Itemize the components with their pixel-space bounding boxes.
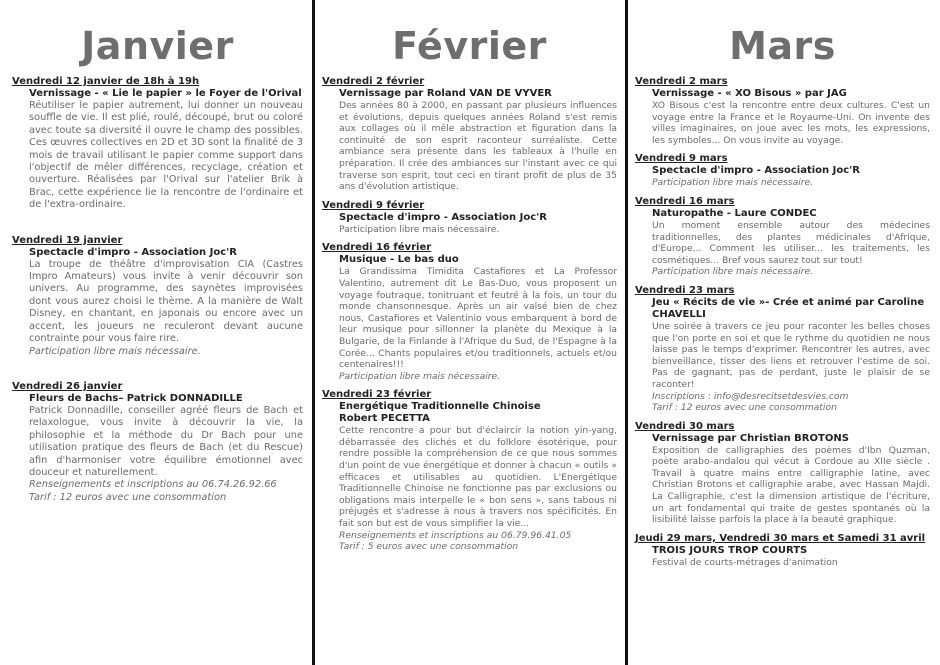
event-title: Vernissage par Roland VAN DE VYVER <box>339 88 552 99</box>
event-item <box>635 196 930 278</box>
event-description: Festival de courts-métrages d'animation <box>652 556 838 568</box>
event-description: Participation libre mais nécessaire. <box>339 223 500 235</box>
event-title: Spectacle d'impro - Association Joc'R <box>339 211 547 223</box>
event-description: Un moment ensemble autour des médecines traditionnelles, des plantes médicinales d'Afrique, d'Europe... Comment les utiliser... les traitements, les cosmétiques... Bref vous saurez tout sur tout! <box>652 219 930 266</box>
event-title: Spectacle d'impro - Association Joc'R <box>29 246 237 258</box>
event-note: Participation libre mais nécessaire. <box>339 370 501 382</box>
event-note: Renseignements et inscriptions au 06.79.96.41.05 <box>339 529 572 541</box>
month-title-fevrier: Février <box>392 24 547 68</box>
event-item <box>322 389 617 553</box>
event-description: Une soirée à travers ce jeu pour raconter les belles choses que l'on porte en soi et que le rythme du quotidien ne nous laisse pas le temps d'exprimer. Rencontrer les autres, avec bienveillance, tisser des liens et retrouver l'estime de soi. Pas de gagnant, pas de perdant, juste le plaisir de se raconter! <box>652 320 930 390</box>
event-description: Patrick Donnadille, conseiller agréé fleurs de Bach et relaxologue, vous invite à découvrir la vie, la philosophie et la méthode du Dr Bach pour une utilisation pratique des fleurs de Bach (et du Rescue) afin d'harmoniser votre équilibre émotionnel avec douceur et naturellement. <box>29 404 303 478</box>
event-date: Vendredi 9 mars <box>635 153 728 165</box>
event-description: Des années 80 à 2000, en passant par plusieurs influences et évolutions, depuis quelques années Roland s'est remis aux collages où il mêle abstraction et figuration dans la continuité de son esprit raconteur surréaliste. Cette ambiance sera présente dans les tableaux à l'huile en préparation. Il crée des ambiances sur l'instant avec ce qui traverse son esprit, tout ceci en tirant profit de plus de 35 ans d'évolution artistique. <box>339 100 617 193</box>
event-item <box>12 235 303 358</box>
event-date: Vendredi 26 janvier <box>12 380 123 392</box>
event-description: Réutiliser le papier autrement, lui donner un nouveau souffle de vie. Il est plié, roulé, découpé, brut ou coloré avec toute sa diversité il ouvre le champ des possibles. Ces œuvres collectives en 2D et 3D sont la finalité de 3 mois de travail utilisant le papier comme support dans l'objectif de mêler différences, recyclage, création et ouverture. Réalisées par l'Orival sur l'atelier Brik à Brac, cette expérience lie la rencontre de l'ordinaire et de l'extra-ordinaire. <box>29 100 303 211</box>
event-price: Tarif : 12 euros avec une consommation <box>652 402 837 414</box>
event-date: Vendredi 23 mars <box>635 284 735 296</box>
event-note: Renseignements et inscriptions au 06.74.26.92.66 <box>29 479 277 491</box>
event-item <box>635 153 930 189</box>
event-note: Participation libre mais nécessaire. <box>652 266 814 278</box>
event-title: TROIS JOURS TROP COURTS <box>652 544 808 556</box>
event-date: Vendredi 19 janvier <box>12 234 123 246</box>
event-date: Vendredi 30 mars <box>635 420 735 432</box>
event-item <box>635 533 930 569</box>
event-title: Energétique Traditionnelle Chinoise <box>339 401 541 413</box>
event-date: Vendredi 16 février <box>322 242 432 254</box>
event-title: Vernissage - « Lie le papier » le Foyer de l'Orival <box>29 88 302 99</box>
event-date: Vendredi 2 février <box>322 76 425 87</box>
column-mars <box>627 0 940 665</box>
event-title: Vernissage par Christian BROTONS <box>652 432 849 444</box>
event-item <box>635 285 930 414</box>
event-description: La Grandissima Timidita Castafiores et La Professor Valentino, autrement dit Le Bas-Duo, vous proposent un voyage foutraque, tonitruant et feutré à la fois, un tour du monde chansonnesque. Après un air valsé bien de chez nous, Castafiores et Valentinio vous embarquent à bord de leur musique pour sillonner la planète du Mexique à la Bulgarie, de la Finlande à l'Afrique du Sud, de l'Espagne à la Corée... Chants populaires et/ou traditionnels, actuels et/ou centenaires!!! <box>339 266 617 371</box>
event-item <box>12 76 303 212</box>
event-item <box>635 421 930 526</box>
event-description: Exposition de calligraphies des poèmes d'Ibn Quzman, poète arabo-andalou qui vécut à Cordoue au XIIe siècle . Travail à quatre mains entre calligraphie latine, avec Christian Brotons et calligraphie arabe, avec Hassan Majdi. La Calligraphie, c'est la dimension artistique de l'écriture, un art fondamental qui traite de gestes spontanés où la lisibilité laisse parfois la place à la beauté graphique. <box>652 444 930 526</box>
event-title: Jeu « Récits de vie »- Crée et animé par Caroline CHAVELLI <box>652 296 925 320</box>
event-description: Cette rencontre a pour but d'éclaircir la notion yin-yang, débarrassée des clichés et du folklore ésotérique, pour rendre possible la compréhension de ce que nous sommes d'un point de vue énergétique et donner à chacun « outils » efficaces et utilisables au quotidien. L'Energétique Traditionnelle Chinoise ne fonctionne pas par exclusions ou obligations mais interpelle le « bon sens », sans tabous ni préjugés et s'adresse à nous à travers nos spécificités. En fait son but est de vous simplifier la vie... <box>339 425 617 530</box>
event-date: Vendredi 12 janvier de 18h à 19h <box>12 76 200 87</box>
event-description: La troupe de théâtre d'improvisation CIA (Castres Impro Amateurs) vous invite à venir découvrir son univers. Au programme, des saynètes improvisées dont vous aurez choisi le thème. A la manière de Walt Disney, en chantant, en japonais ou encore avec un accent, les joueurs ne reculeront devant aucune contrainte pour vous faire rire. <box>29 258 303 345</box>
event-description: XO Bisous c'est la rencontre entre deux cultures. C'est un voyage entre la France et le Royaume-Uni. On invente des villes imaginaires, on joue avec les mots, les expressions, les symboles... On vous invite au voyage. <box>652 100 930 146</box>
event-note: Participation libre mais nécessaire. <box>29 345 201 357</box>
event-price: Tarif : 5 euros avec une consommation <box>339 541 519 553</box>
event-title: Vernissage - « XO Bisous » par JAG <box>652 88 847 99</box>
event-item <box>635 76 930 146</box>
event-speaker: Robert PECETTA <box>339 413 430 425</box>
event-date: Jeudi 29 mars, Vendredi 30 mars et Samedi 31 avril <box>635 532 926 544</box>
event-title: Spectacle d'impro - Association Joc'R <box>652 165 860 177</box>
event-title: Naturopathe - Laure CONDEC <box>652 207 817 219</box>
event-date: Vendredi 16 mars <box>635 195 735 207</box>
event-item <box>322 200 617 236</box>
month-title-mars: Mars <box>729 24 836 68</box>
event-title: Musique - Le bas duo <box>339 254 459 266</box>
event-item <box>12 381 303 504</box>
event-date: Vendredi 23 février <box>322 389 432 401</box>
event-date: Vendredi 2 mars <box>635 76 728 87</box>
column-janvier <box>0 0 313 665</box>
event-note: Participation libre mais nécessaire. <box>652 177 814 189</box>
event-date: Vendredi 9 février <box>322 199 425 211</box>
column-fevrier <box>313 0 627 665</box>
event-item <box>322 76 617 193</box>
month-title-janvier: Janvier <box>81 24 234 68</box>
event-contact: Inscriptions : info@desrecitsetdesvies.com <box>652 390 849 402</box>
event-title: Fleurs de Bachs– Patrick DONNADILLE <box>29 392 243 404</box>
event-item <box>322 242 617 382</box>
event-price: Tarif : 12 euros avec une consommation <box>29 491 227 503</box>
